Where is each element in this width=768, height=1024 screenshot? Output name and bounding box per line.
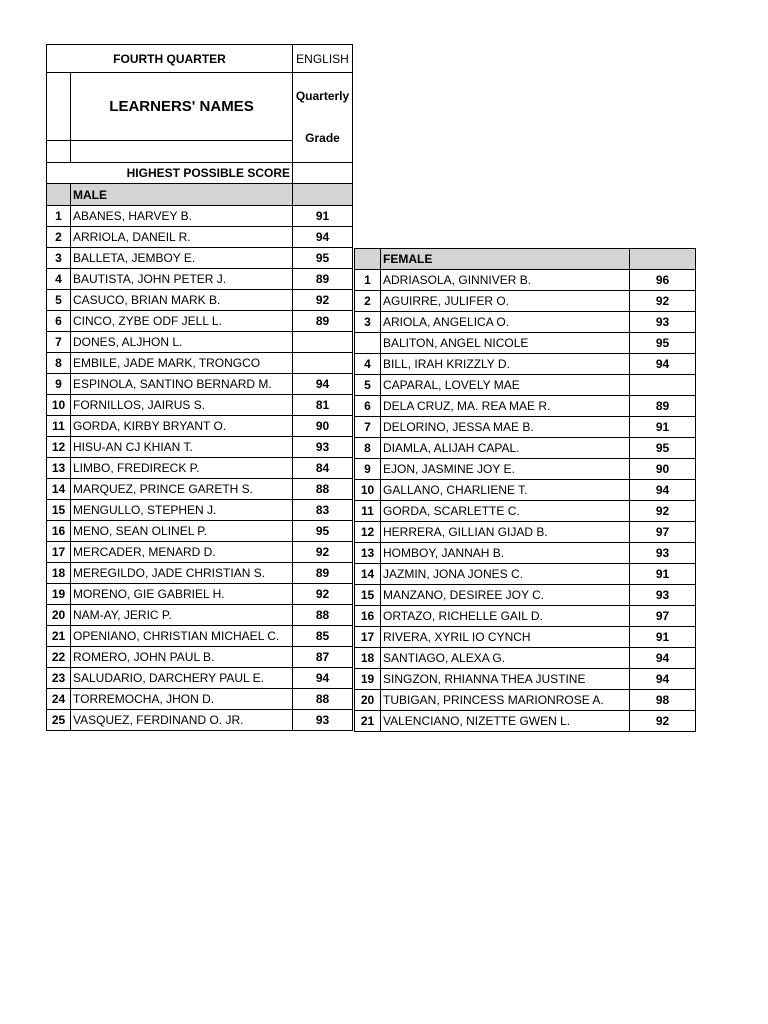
row-number: 24 — [47, 689, 71, 710]
learner-name: MEREGILDO, JADE CHRISTIAN S. — [71, 563, 293, 584]
female-row — [355, 564, 696, 585]
row-number: 6 — [47, 311, 71, 332]
learner-name: FORNILLOS, JAIRUS S. — [71, 395, 293, 416]
learner-name: SINGZON, RHIANNA THEA JUSTINE — [381, 669, 630, 690]
row-number: 5 — [355, 375, 381, 396]
learner-name: TUBIGAN, PRINCESS MARIONROSE A. — [381, 690, 630, 711]
quarterly-grade: 93 — [293, 710, 353, 731]
male-row — [47, 563, 353, 584]
male-row — [47, 227, 353, 248]
quarterly-grade — [293, 332, 353, 353]
row-number: 13 — [355, 543, 381, 564]
female-row — [355, 522, 696, 543]
female-row — [355, 459, 696, 480]
row-number: 10 — [47, 395, 71, 416]
row-number: 19 — [47, 584, 71, 605]
quarterly-grade — [293, 353, 353, 374]
male-row — [47, 647, 353, 668]
row-number: 20 — [47, 605, 71, 626]
row-number: 12 — [355, 522, 381, 543]
learner-name: ARRIOLA, DANEIL R. — [71, 227, 293, 248]
learner-name: DIAMLA, ALIJAH CAPAL. — [381, 438, 630, 459]
row-number: 3 — [355, 312, 381, 333]
learner-name: CAPARAL, LOVELY MAE — [381, 375, 630, 396]
quarterly-grade: 96 — [630, 270, 696, 291]
learner-name: GORDA, KIRBY BRYANT O. — [71, 416, 293, 437]
female-row — [355, 606, 696, 627]
highest-possible-score-label: HIGHEST POSSIBLE SCORE — [47, 163, 293, 184]
male-section-label: MALE — [71, 184, 293, 206]
quarterly-grade: 91 — [293, 206, 353, 227]
male-row — [47, 353, 353, 374]
female-row — [355, 396, 696, 417]
row-number: 25 — [47, 710, 71, 731]
quarterly-grade: 95 — [630, 333, 696, 354]
learner-name: BALLETA, JEMBOY E. — [71, 248, 293, 269]
quarterly-grade: 95 — [293, 521, 353, 542]
row-number: 3 — [47, 248, 71, 269]
learner-name: SANTIAGO, ALEXA G. — [381, 648, 630, 669]
male-row — [47, 500, 353, 521]
quarterly-grade: 88 — [293, 605, 353, 626]
quarterly-grade: 85 — [293, 626, 353, 647]
row-number: 17 — [355, 627, 381, 648]
quarterly-grade: 94 — [630, 354, 696, 375]
quarterly-grade: 92 — [630, 291, 696, 312]
learner-name: ADRIASOLA, GINNIVER B. — [381, 270, 630, 291]
quarterly-grade: 89 — [293, 311, 353, 332]
female-row — [355, 480, 696, 501]
row-number: 4 — [355, 354, 381, 375]
male-row — [47, 689, 353, 710]
quarterly-grade: 92 — [293, 584, 353, 605]
male-row — [47, 269, 353, 290]
quarterly-grade: 87 — [293, 647, 353, 668]
quarterly-grade: 97 — [630, 522, 696, 543]
quarterly-grade: 92 — [630, 501, 696, 522]
row-number: 9 — [47, 374, 71, 395]
learner-name: BALITON, ANGEL NICOLE — [381, 333, 630, 354]
quarterly-grade: 91 — [630, 564, 696, 585]
quarterly-grade: 90 — [630, 459, 696, 480]
female-grades-table — [354, 248, 696, 732]
learner-name: ESPINOLA, SANTINO BERNARD M. — [71, 374, 293, 395]
male-row — [47, 479, 353, 500]
quarterly-grade: 92 — [293, 290, 353, 311]
row-number: 21 — [355, 711, 381, 732]
female-section-blank — [355, 249, 381, 270]
row-number: 8 — [355, 438, 381, 459]
quarterly-grade: 94 — [630, 480, 696, 501]
female-row — [355, 291, 696, 312]
row-number: 7 — [47, 332, 71, 353]
learner-name: MENGULLO, STEPHEN J. — [71, 500, 293, 521]
female-row — [355, 669, 696, 690]
row-number: 11 — [47, 416, 71, 437]
male-row — [47, 668, 353, 689]
female-row — [355, 543, 696, 564]
row-number: 8 — [47, 353, 71, 374]
male-row — [47, 395, 353, 416]
male-row — [47, 710, 353, 731]
learner-name: RIVERA, XYRIL IO CYNCH — [381, 627, 630, 648]
quarterly-label: Quarterly — [295, 89, 350, 103]
learner-name: ORTAZO, RICHELLE GAIL D. — [381, 606, 630, 627]
quarterly-grade: 94 — [630, 669, 696, 690]
grade-label: Grade — [305, 131, 340, 145]
learners-names-header: LEARNERS' NAMES — [71, 73, 293, 141]
learner-name: HERRERA, GILLIAN GIJAD B. — [381, 522, 630, 543]
row-number: 15 — [355, 585, 381, 606]
learner-name: VASQUEZ, FERDINAND O. JR. — [71, 710, 293, 731]
female-row — [355, 333, 696, 354]
row-number: 7 — [355, 417, 381, 438]
row-number: 17 — [47, 542, 71, 563]
row-number: 1 — [47, 206, 71, 227]
male-row — [47, 311, 353, 332]
learner-name: DELA CRUZ, MA. REA MAE R. — [381, 396, 630, 417]
quarterly-grade: 94 — [630, 648, 696, 669]
row-number: 18 — [47, 563, 71, 584]
learner-name: GORDA, SCARLETTE C. — [381, 501, 630, 522]
quarterly-grade: 89 — [293, 269, 353, 290]
row-number: 11 — [355, 501, 381, 522]
row-number: 19 — [355, 669, 381, 690]
blank-cell — [71, 141, 293, 163]
row-number: 18 — [355, 648, 381, 669]
female-row — [355, 585, 696, 606]
quarterly-grade: 84 — [293, 458, 353, 479]
quarterly-grade: 83 — [293, 500, 353, 521]
male-row — [47, 437, 353, 458]
learner-name: BAUTISTA, JOHN PETER J. — [71, 269, 293, 290]
learner-name: DONES, ALJHON L. — [71, 332, 293, 353]
quarterly-grade: 97 — [630, 606, 696, 627]
learner-name: MARQUEZ, PRINCE GARETH S. — [71, 479, 293, 500]
quarterly-grade: 90 — [293, 416, 353, 437]
male-row — [47, 521, 353, 542]
female-row — [355, 690, 696, 711]
quarterly-grade — [630, 375, 696, 396]
row-number: 14 — [47, 479, 71, 500]
female-section-label: FEMALE — [381, 249, 630, 270]
quarterly-grade: 95 — [630, 438, 696, 459]
learner-name: LIMBO, FREDIRECK P. — [71, 458, 293, 479]
subject-header: ENGLISH — [293, 45, 353, 73]
learner-name: HISU-AN CJ KHIAN T. — [71, 437, 293, 458]
learner-name: MORENO, GIE GABRIEL H. — [71, 584, 293, 605]
male-row — [47, 374, 353, 395]
male-section-blank — [47, 184, 71, 206]
learner-name: MANZANO, DESIREE JOY C. — [381, 585, 630, 606]
quarterly-grade-header — [293, 73, 353, 163]
female-row — [355, 648, 696, 669]
learner-name: DELORINO, JESSA MAE B. — [381, 417, 630, 438]
quarterly-grade: 95 — [293, 248, 353, 269]
row-number: 12 — [47, 437, 71, 458]
row-number: 1 — [355, 270, 381, 291]
row-number: 4 — [47, 269, 71, 290]
quarterly-grade: 89 — [630, 396, 696, 417]
row-number: 23 — [47, 668, 71, 689]
row-number: 2 — [355, 291, 381, 312]
row-number — [355, 333, 381, 354]
learner-name: EJON, JASMINE JOY E. — [381, 459, 630, 480]
female-section-grade-blank — [630, 249, 696, 270]
male-row — [47, 290, 353, 311]
female-row — [355, 627, 696, 648]
learner-name: VALENCIANO, NIZETTE GWEN L. — [381, 711, 630, 732]
female-row — [355, 417, 696, 438]
learner-name: BILL, IRAH KRIZZLY D. — [381, 354, 630, 375]
learner-name: MERCADER, MENARD D. — [71, 542, 293, 563]
female-row — [355, 354, 696, 375]
learner-name: CASUCO, BRIAN MARK B. — [71, 290, 293, 311]
row-number: 15 — [47, 500, 71, 521]
row-number: 22 — [47, 647, 71, 668]
learner-name: SALUDARIO, DARCHERY PAUL E. — [71, 668, 293, 689]
quarter-header: FOURTH QUARTER — [47, 45, 293, 73]
male-row — [47, 248, 353, 269]
male-row — [47, 206, 353, 227]
row-number: 16 — [355, 606, 381, 627]
male-section-grade-blank — [293, 184, 353, 206]
quarterly-grade: 93 — [630, 312, 696, 333]
learner-name: ARIOLA, ANGELICA O. — [381, 312, 630, 333]
highest-possible-score-value — [293, 163, 353, 184]
quarterly-grade: 88 — [293, 689, 353, 710]
learner-name: EMBILE, JADE MARK, TRONGCO — [71, 353, 293, 374]
quarterly-grade: 81 — [293, 395, 353, 416]
female-row — [355, 711, 696, 732]
quarterly-grade: 94 — [293, 227, 353, 248]
learner-name: AGUIRRE, JULIFER O. — [381, 291, 630, 312]
female-row — [355, 270, 696, 291]
quarterly-grade: 89 — [293, 563, 353, 584]
blank-cell — [47, 73, 71, 141]
male-grades-table — [46, 44, 353, 731]
row-number: 21 — [47, 626, 71, 647]
learner-name: HOMBOY, JANNAH B. — [381, 543, 630, 564]
learner-name: MENO, SEAN OLINEL P. — [71, 521, 293, 542]
male-row — [47, 458, 353, 479]
learner-name: NAM-AY, JERIC P. — [71, 605, 293, 626]
male-row — [47, 416, 353, 437]
male-row — [47, 584, 353, 605]
blank-cell — [47, 141, 71, 163]
quarterly-grade: 88 — [293, 479, 353, 500]
quarterly-grade: 92 — [293, 542, 353, 563]
row-number: 20 — [355, 690, 381, 711]
learner-name: OPENIANO, CHRISTIAN MICHAEL C. — [71, 626, 293, 647]
quarterly-grade: 93 — [293, 437, 353, 458]
row-number: 10 — [355, 480, 381, 501]
female-row — [355, 375, 696, 396]
quarterly-grade: 94 — [293, 668, 353, 689]
male-row — [47, 605, 353, 626]
quarterly-grade: 91 — [630, 627, 696, 648]
quarterly-grade: 98 — [630, 690, 696, 711]
learner-name: ABANES, HARVEY B. — [71, 206, 293, 227]
learner-name: GALLANO, CHARLIENE T. — [381, 480, 630, 501]
male-row — [47, 626, 353, 647]
row-number: 14 — [355, 564, 381, 585]
male-row — [47, 542, 353, 563]
quarterly-grade: 94 — [293, 374, 353, 395]
quarterly-grade: 92 — [630, 711, 696, 732]
row-number: 9 — [355, 459, 381, 480]
learner-name: ROMERO, JOHN PAUL B. — [71, 647, 293, 668]
female-row — [355, 501, 696, 522]
row-number: 5 — [47, 290, 71, 311]
row-number: 2 — [47, 227, 71, 248]
quarterly-grade: 93 — [630, 543, 696, 564]
quarterly-grade: 91 — [630, 417, 696, 438]
learner-name: CINCO, ZYBE ODF JELL L. — [71, 311, 293, 332]
row-number: 13 — [47, 458, 71, 479]
quarterly-grade: 93 — [630, 585, 696, 606]
learner-name: TORREMOCHA, JHON D. — [71, 689, 293, 710]
learner-name: JAZMIN, JONA JONES C. — [381, 564, 630, 585]
female-row — [355, 438, 696, 459]
row-number: 6 — [355, 396, 381, 417]
row-number: 16 — [47, 521, 71, 542]
female-row — [355, 312, 696, 333]
male-row — [47, 332, 353, 353]
